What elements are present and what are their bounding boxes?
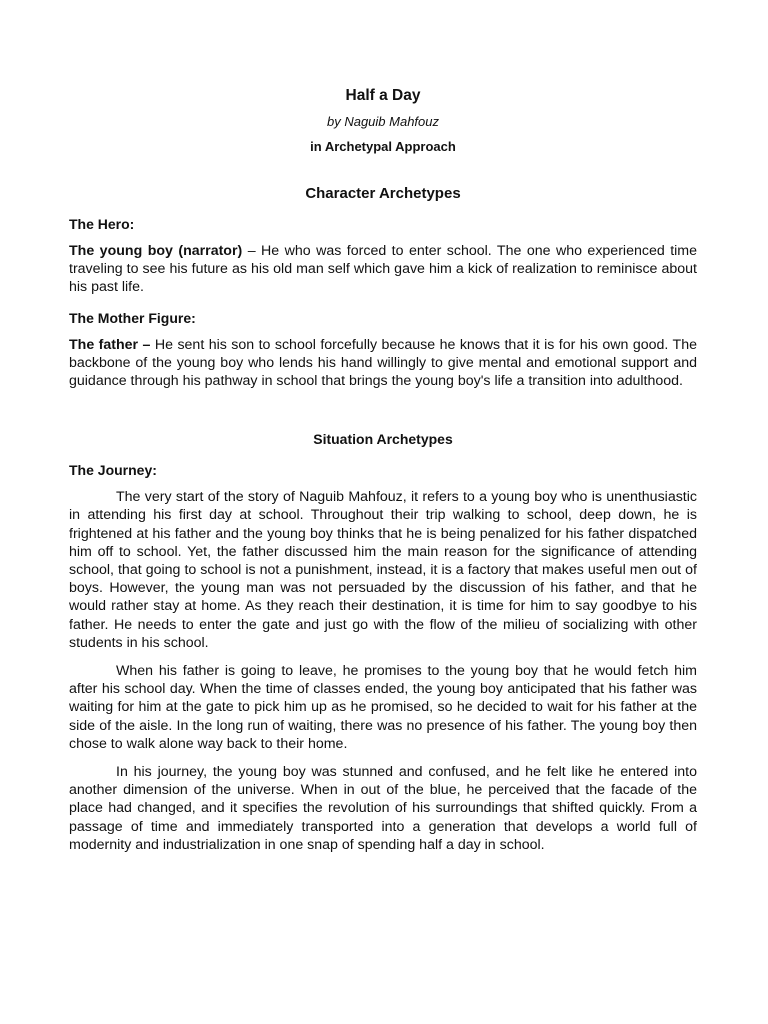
hero-term: The young boy (narrator) — [69, 243, 243, 259]
mother-figure-description: He sent his son to school forcefully because he knows that it is for his own good. The backbone of the young boy who lends his hand willingly to give mental and emotional support and guidance through his pathway in school that brings the young boy's life a transition into adulthood. — [69, 336, 697, 390]
document-title: Half a Day — [345, 87, 421, 104]
hero-paragraph — [69, 242, 697, 297]
mother-figure-paragraph — [69, 336, 697, 391]
author-line: by Naguib Mahfouz — [326, 114, 439, 129]
document-page — [69, 86, 697, 854]
journey-paragraph-3: In his journey, the young boy was stunned and confused, and he felt like he entered into another dimension of the universe. When in out of the blue, he perceived that the facade of the place had changed, and it specifies the revolution of his surroundings that shifted quickly. From a passage of time and immediately transported into a generation that develops a world full of modernity and industrialization in one snap of spending half a day in school. — [69, 764, 697, 853]
situation-archetypes-heading: Situation Archetypes — [313, 431, 453, 448]
mother-figure-label: The Mother Figure: — [69, 309, 196, 326]
journey-paragraph-1: The very start of the story of Naguib Mahfouz, it refers to a young boy who is unenthusiastic in attending his first day at school. Throughout their trip walking to school, deep down, he is frightened at his father and the young boy thinks that he is being penalized for his father dispatched him off to school. Yet, the father discussed him the main reason for the significance of attending school, that going to school is not a punishment, instead, it is a factory that makes useful men out of boys. However, the young man was not persuaded by the discussion of his father, and that he would rather stay at home. As they reach their destination, it is time for him to say goodbye to his father. He needs to enter the gate and just go with the flow of the milieu of socializing with other students in his school. — [69, 489, 697, 651]
character-archetypes-heading: Character Archetypes — [305, 185, 461, 202]
hero-label: The Hero: — [69, 216, 135, 232]
hero-description: – He who was forced to enter school. The one who experienced time traveling to see his future as his old man self which gave him a kick of realization to reminisce about his past life. — [69, 243, 697, 296]
mother-figure-term: The father – — [69, 336, 151, 353]
journey-label: The Journey: — [69, 462, 157, 479]
journey-paragraph-2: When his father is going to leave, he promises to the young boy that he would fetch him after his school day. When the time of classes ended, the young boy anticipated that his father was waiting for him at the gate to pick him up as he promised, so he decided to wait for his father at the side of the aisle. In the long run of waiting, there was no presence of his father. The young boy then chose to walk alone way back to their home. — [69, 663, 697, 752]
approach-line: in Archetypal Approach — [310, 139, 456, 154]
